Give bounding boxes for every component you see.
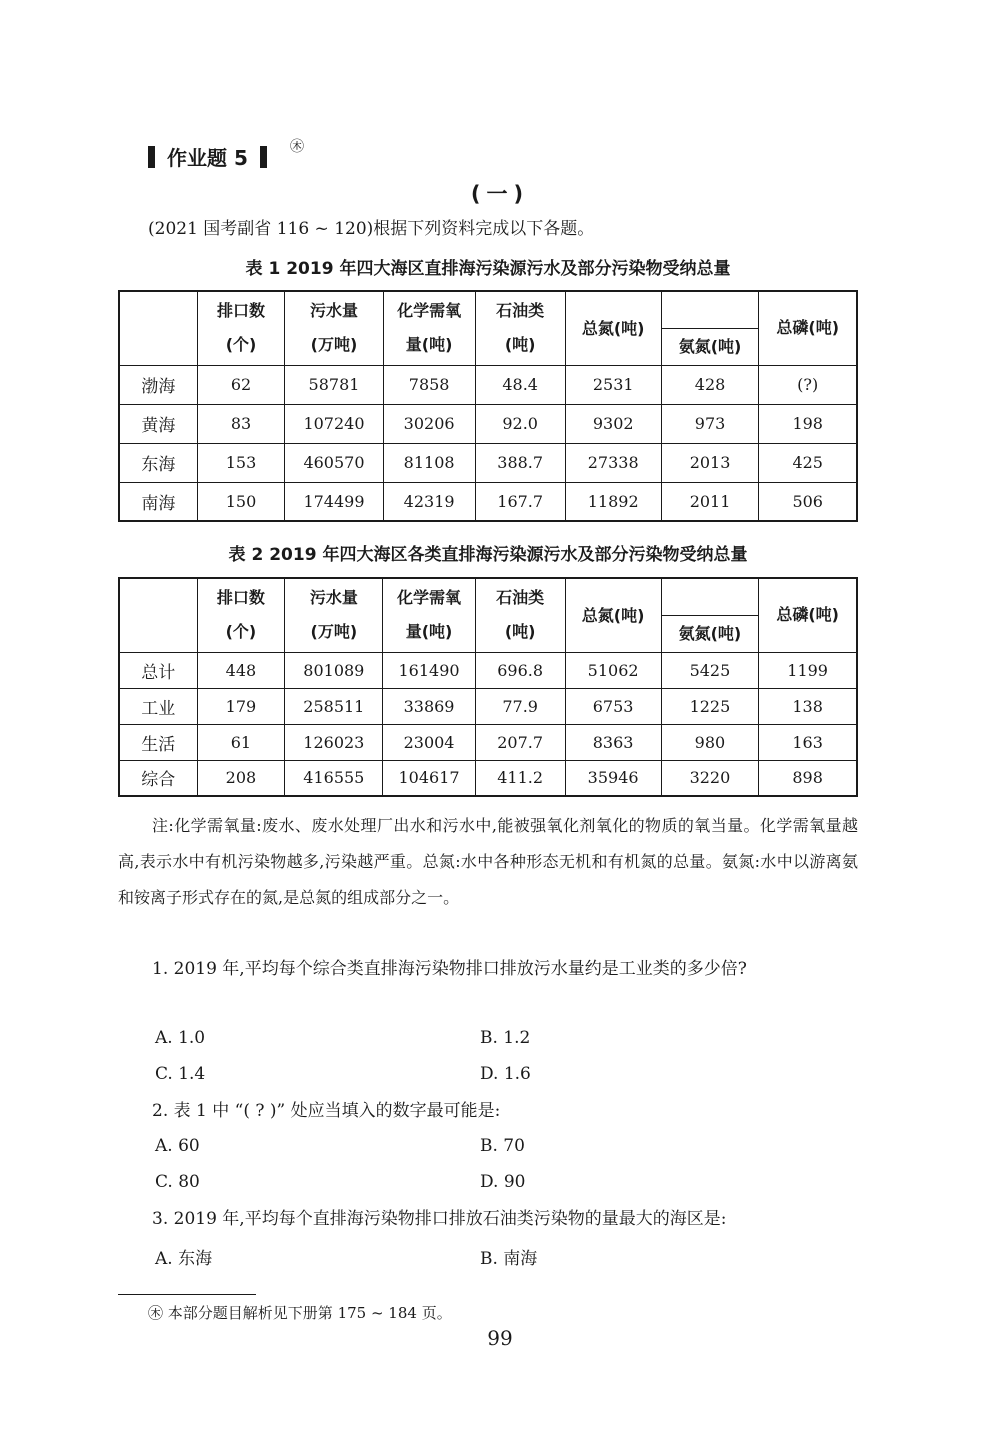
table1-header-blank [661, 291, 759, 328]
table-cell: 9302 [565, 404, 661, 443]
question-2-option-b: B. 70 [480, 1136, 525, 1156]
table-cell: 2531 [565, 365, 661, 404]
table-row [119, 482, 857, 521]
table-row [119, 443, 857, 482]
table1-header-total-phosphorus: 总磷(吨) [759, 291, 857, 365]
table1-row-label: 渤海 [119, 365, 197, 404]
table-cell: 3220 [661, 760, 759, 796]
question-3-option-a: A. 东海 [155, 1249, 213, 1269]
table-cell: 1199 [759, 652, 857, 688]
table2-header-sewage: 污水量 (万吨) [285, 578, 383, 652]
question-2-option-c: C. 80 [155, 1172, 200, 1192]
question-2-option-d: D. 90 [480, 1172, 526, 1192]
table1-row-label: 南海 [119, 482, 197, 521]
footnote-mark-icon: ㊍ [290, 139, 304, 155]
question-2-stem: 2. 表 1 中 “( ? )” 处应当填入的数字最可能是: [152, 1101, 501, 1121]
question-1-option-c: C. 1.4 [155, 1064, 206, 1084]
table-cell: 104617 [383, 760, 475, 796]
table1-header-sewage: 污水量 (万吨) [285, 291, 383, 365]
table-cell: 83 [197, 404, 285, 443]
table2-corner [119, 578, 197, 652]
table-cell: (?) [759, 365, 857, 404]
table-cell: 208 [197, 760, 285, 796]
question-1-option-d: D. 1.6 [480, 1064, 531, 1084]
table-cell: 61 [197, 724, 285, 760]
table-cell: 7858 [383, 365, 475, 404]
table2-row-label: 生活 [119, 724, 197, 760]
table-cell: 23004 [383, 724, 475, 760]
table1-header-total-nitrogen: 总氮(吨) [565, 291, 661, 365]
table2-header-total-phosphorus: 总磷(吨) [759, 578, 857, 652]
table-cell: 42319 [383, 482, 475, 521]
footnote [148, 1302, 452, 1323]
table-cell: 30206 [383, 404, 475, 443]
table1-corner [119, 291, 197, 365]
table2-header-blank [661, 578, 759, 615]
table-cell: 163 [759, 724, 857, 760]
table-row [119, 365, 857, 404]
table-cell: 174499 [285, 482, 383, 521]
title-bar-left [148, 146, 155, 168]
table-cell: 973 [661, 404, 759, 443]
title-bar-right [260, 146, 267, 168]
table-cell: 460570 [285, 443, 383, 482]
table-cell: 448 [197, 652, 285, 688]
footnote-divider [118, 1294, 256, 1295]
table-cell: 2011 [661, 482, 759, 521]
table2 [118, 577, 858, 797]
table1-header-cod: 化学需氧 量(吨) [383, 291, 475, 365]
table1-header-outlets: 排口数 (个) [197, 291, 285, 365]
table2-row-label: 总计 [119, 652, 197, 688]
table-cell: 92.0 [475, 404, 565, 443]
table-cell: 388.7 [475, 443, 565, 482]
question-3-option-b: B. 南海 [480, 1249, 538, 1269]
table-cell: 198 [759, 404, 857, 443]
table-cell: 6753 [565, 688, 661, 724]
footnote-text: 本部分题目解析见下册第 175 ~ 184 页。 [167, 1304, 452, 1322]
table-cell: 58781 [285, 365, 383, 404]
question-1-option-a: A. 1.0 [155, 1028, 206, 1048]
intro-text: (2021 国考副省 116 ~ 120)根据下列资料完成以下各题。 [148, 219, 595, 239]
table2-header-ammonia: 氨氮(吨) [661, 615, 759, 652]
table-cell: 5425 [661, 652, 759, 688]
table-cell: 8363 [565, 724, 661, 760]
table-cell: 126023 [285, 724, 383, 760]
table2-header-outlets: 排口数 (个) [197, 578, 285, 652]
section-heading: (一) [470, 182, 530, 206]
table2-row-label: 工业 [119, 688, 197, 724]
table-cell: 51062 [565, 652, 661, 688]
table-cell: 416555 [285, 760, 383, 796]
table-cell: 1225 [661, 688, 759, 724]
table1-row-label: 黄海 [119, 404, 197, 443]
assignment-title-text: 作业题 5 [167, 146, 248, 170]
table-cell: 150 [197, 482, 285, 521]
table-cell: 411.2 [475, 760, 565, 796]
table-cell: 506 [759, 482, 857, 521]
table-row [119, 652, 857, 688]
table-cell: 35946 [565, 760, 661, 796]
table2-header-cod: 化学需氧 量(吨) [383, 578, 475, 652]
table-cell: 161490 [383, 652, 475, 688]
table1 [118, 290, 858, 522]
table-cell: 258511 [285, 688, 383, 724]
question-1-option-b: B. 1.2 [480, 1028, 531, 1048]
question-3-stem: 3. 2019 年,平均每个直排海污染物排口排放石油类污染物的量最大的海区是: [152, 1209, 727, 1229]
table1-header-ammonia: 氨氮(吨) [661, 328, 759, 365]
table-cell: 428 [661, 365, 759, 404]
table-cell: 425 [759, 443, 857, 482]
table-cell: 179 [197, 688, 285, 724]
table-cell: 138 [759, 688, 857, 724]
table-cell: 77.9 [475, 688, 565, 724]
page-number: 99 [487, 1326, 513, 1350]
question-1-stem: 1. 2019 年,平均每个综合类直排海污染物排口排放污水量约是工业类的多少倍? [152, 959, 747, 979]
table-row [119, 724, 857, 760]
table-row [119, 688, 857, 724]
table2-header-total-nitrogen: 总氮(吨) [565, 578, 661, 652]
table-cell: 167.7 [475, 482, 565, 521]
table-row [119, 404, 857, 443]
table-cell: 11892 [565, 482, 661, 521]
table2-caption: 表 2 2019 年四大海区各类直排海污染源污水及部分污染物受纳总量 [228, 545, 748, 565]
table1-row-label: 东海 [119, 443, 197, 482]
footnote-mark-icon: ㊍ [148, 1304, 164, 1322]
table-row [119, 760, 857, 796]
table-cell: 207.7 [475, 724, 565, 760]
question-2-option-a: A. 60 [155, 1136, 200, 1156]
table-cell: 898 [759, 760, 857, 796]
table2-header-oil: 石油类 (吨) [475, 578, 565, 652]
table-cell: 27338 [565, 443, 661, 482]
table-cell: 801089 [285, 652, 383, 688]
table-cell: 33869 [383, 688, 475, 724]
table-cell: 980 [661, 724, 759, 760]
table-cell: 107240 [285, 404, 383, 443]
table-cell: 696.8 [475, 652, 565, 688]
table-cell: 2013 [661, 443, 759, 482]
table-cell: 81108 [383, 443, 475, 482]
table-cell: 48.4 [475, 365, 565, 404]
table-cell: 153 [197, 443, 285, 482]
table1-header-oil: 石油类 (吨) [475, 291, 565, 365]
assignment-title [148, 142, 279, 171]
table-cell: 62 [197, 365, 285, 404]
table1-caption: 表 1 2019 年四大海区直排海污染源污水及部分污染物受纳总量 [245, 259, 731, 279]
note-paragraph: 注:化学需氧量:废水、废水处理厂出水和污水中,能被强氧化剂氧化的物质的氧当量。化学需氧量越高,表示水中有机污染物越多,污染越严重。总氮:水中各种形态无机和有机氮的总量。氨氮:水中以游离氨和铵离子形式存在的氮,是总氮的组成部分之一。 [118, 816, 858, 907]
table2-row-label: 综合 [119, 760, 197, 796]
